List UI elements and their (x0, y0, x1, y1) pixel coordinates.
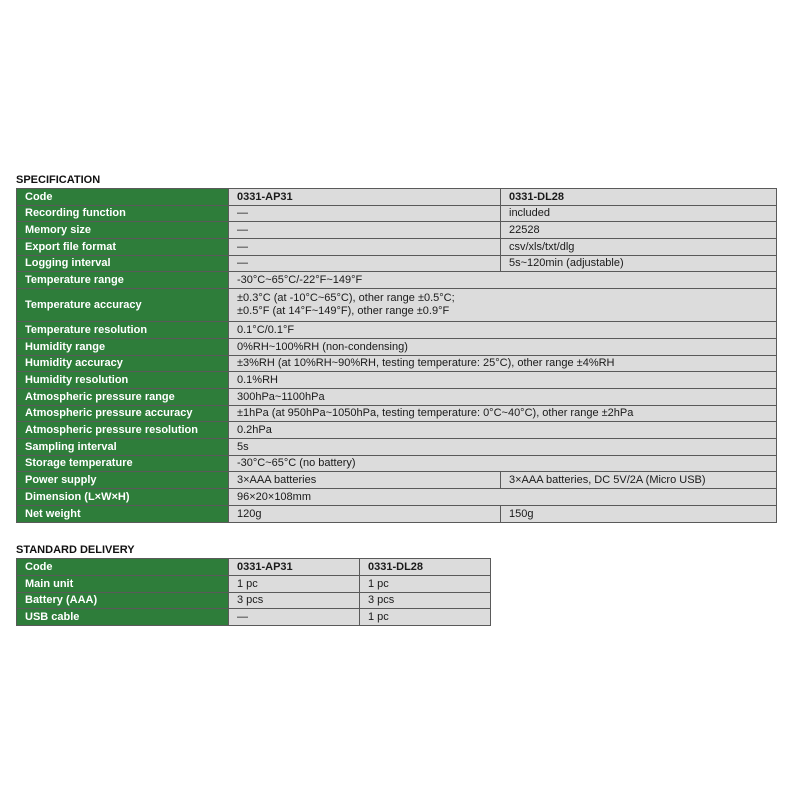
spec-cell-merged: 5s (229, 439, 777, 456)
spec-row (17, 422, 777, 439)
spec-row (17, 506, 777, 523)
delivery-row (17, 576, 491, 593)
delivery-row (17, 609, 491, 626)
delivery-header-row (17, 559, 491, 576)
delivery-row-label: USB cable (17, 609, 229, 626)
spec-row-label: Atmospheric pressure accuracy (17, 406, 229, 422)
delivery-row-label: Battery (AAA) (17, 593, 229, 609)
spec-row-label: Humidity range (17, 339, 229, 356)
spec-row (17, 489, 777, 506)
delivery-row (17, 593, 491, 609)
delivery-header-label: Code (17, 559, 229, 576)
delivery-cell-model-2: 1 pc (360, 576, 491, 593)
delivery-header-model-1: 0331-AP31 (229, 559, 360, 576)
spec-cell-model-1: 120g (229, 506, 501, 523)
delivery-cell-model-2: 1 pc (360, 609, 491, 626)
spec-row-label: Atmospheric pressure range (17, 389, 229, 406)
spec-cell-line: ±0.5°F (at 14°F~149°F), other range ±0.9°F (237, 305, 450, 317)
spec-row (17, 289, 777, 322)
spec-row-label: Atmospheric pressure resolution (17, 422, 229, 439)
spec-row-label: Recording function (17, 206, 229, 222)
spec-cell-merged: ±1hPa (at 950hPa~1050hPa, testing temperature: 0°C~40°C), other range ±2hPa (229, 406, 777, 422)
spec-cell-merged: ±3%RH (at 10%RH~90%RH, testing temperature: 25°C), other range ±4%RH (229, 356, 777, 372)
spec-row (17, 339, 777, 356)
spec-row (17, 439, 777, 456)
spec-row (17, 406, 777, 422)
spec-row-label: Storage temperature (17, 456, 229, 472)
spec-row (17, 206, 777, 222)
spec-cell-model-2: csv/xls/txt/dlg (501, 239, 777, 256)
spec-row (17, 372, 777, 389)
delivery-cell-model-1: 1 pc (229, 576, 360, 593)
spec-cell-model-1: — (229, 222, 501, 239)
delivery-cell-model-1: — (229, 609, 360, 626)
spec-row (17, 272, 777, 289)
spec-header-model-1: 0331-AP31 (229, 189, 501, 206)
spec-row-label: Temperature resolution (17, 322, 229, 339)
spec-header-model-2: 0331-DL28 (501, 189, 777, 206)
spec-row-label: Temperature accuracy (17, 289, 229, 322)
spec-row (17, 256, 777, 272)
spec-cell-merged: 96×20×108mm (229, 489, 777, 506)
spec-row-label: Memory size (17, 222, 229, 239)
spec-row-label: Temperature range (17, 272, 229, 289)
standard-delivery-table (16, 558, 491, 626)
spec-row (17, 456, 777, 472)
delivery-cell-model-1: 3 pcs (229, 593, 360, 609)
spec-cell-merged: 0%RH~100%RH (non-condensing) (229, 339, 777, 356)
spec-cell-merged: -30°C~65°C (no battery) (229, 456, 777, 472)
spec-cell-model-1: — (229, 256, 501, 272)
specification-table (16, 188, 777, 523)
spec-cell-merged: 0.1%RH (229, 372, 777, 389)
spec-cell-merged: 0.1°C/0.1°F (229, 322, 777, 339)
spec-row (17, 322, 777, 339)
spec-row (17, 222, 777, 239)
spec-row-label: Humidity resolution (17, 372, 229, 389)
spec-cell-model-2: 22528 (501, 222, 777, 239)
spec-cell-model-2: 5s~120min (adjustable) (501, 256, 777, 272)
spec-row-label: Net weight (17, 506, 229, 523)
spec-cell-model-1: — (229, 239, 501, 256)
standard-delivery-title: STANDARD DELIVERY (16, 544, 135, 556)
spec-row-label: Export file format (17, 239, 229, 256)
spec-cell-merged: 0.2hPa (229, 422, 777, 439)
spec-row-label: Dimension (L×W×H) (17, 489, 229, 506)
spec-row (17, 239, 777, 256)
delivery-row-label: Main unit (17, 576, 229, 593)
spec-cell-model-1: 3×AAA batteries (229, 472, 501, 489)
spec-cell-model-1: — (229, 206, 501, 222)
spec-cell-merged: -30°C~65°C/-22°F~149°F (229, 272, 777, 289)
delivery-cell-model-2: 3 pcs (360, 593, 491, 609)
spec-row-label: Humidity accuracy (17, 356, 229, 372)
specification-title: SPECIFICATION (16, 174, 101, 186)
spec-cell-line: ±0.3°C (at -10°C~65°C), other range ±0.5°C; (237, 292, 455, 304)
spec-cell-merged (229, 289, 777, 322)
spec-row (17, 472, 777, 489)
spec-row (17, 389, 777, 406)
spec-row-label: Logging interval (17, 256, 229, 272)
spec-cell-model-2: 3×AAA batteries, DC 5V/2A (Micro USB) (501, 472, 777, 489)
spec-header-label: Code (17, 189, 229, 206)
spec-cell-model-2: included (501, 206, 777, 222)
delivery-header-model-2: 0331-DL28 (360, 559, 491, 576)
spec-header-row (17, 189, 777, 206)
spec-cell-merged: 300hPa~1100hPa (229, 389, 777, 406)
spec-cell-model-2: 150g (501, 506, 777, 523)
spec-row (17, 356, 777, 372)
spec-row-label: Sampling interval (17, 439, 229, 456)
spec-row-label: Power supply (17, 472, 229, 489)
